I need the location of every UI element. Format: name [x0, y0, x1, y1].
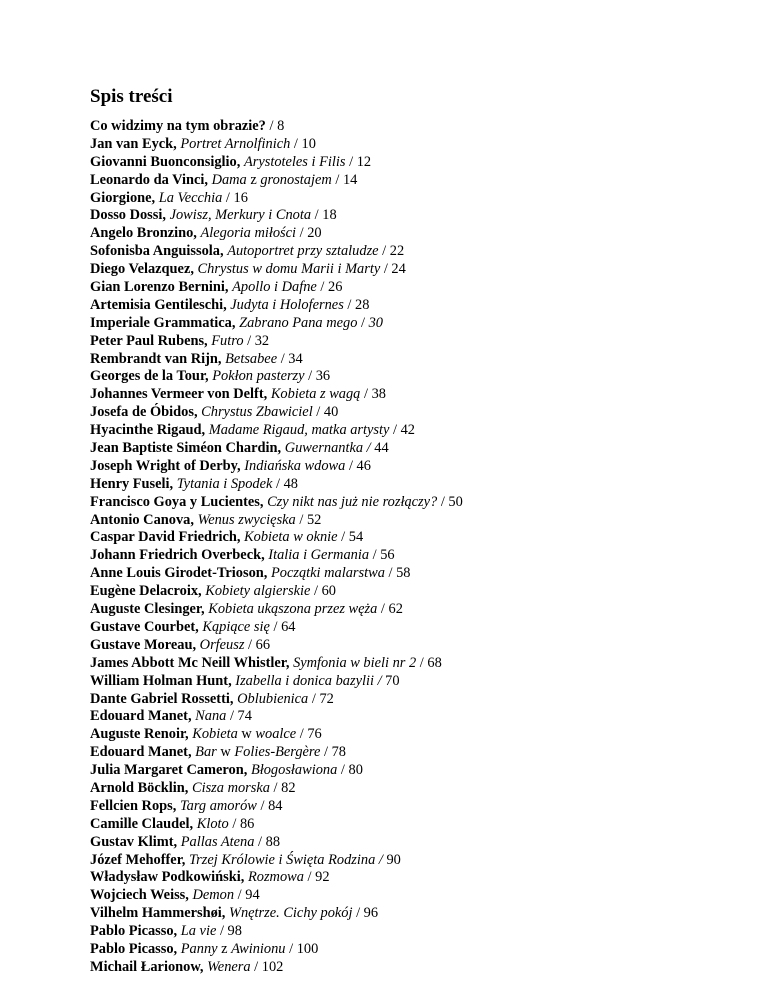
toc-entry-title: Zabrano Pana mego: [239, 314, 358, 331]
toc-entry-title: Orfeusz: [199, 636, 245, 653]
toc-entry-author: Anne Louis Girodet-Trioson,: [90, 565, 268, 582]
toc-entry-title: Cisza morska: [191, 779, 270, 796]
toc-entry-page: 90: [382, 851, 401, 868]
toc-entry-page: 44: [370, 440, 389, 457]
toc-entry-title: Guwernantka /: [284, 440, 371, 457]
toc-entry: [90, 834, 730, 852]
toc-entry: [90, 619, 730, 637]
toc-entry-author: Pablo Picasso,: [90, 923, 178, 940]
toc-entry-page: / 48: [272, 475, 298, 492]
toc-entry: [90, 887, 730, 905]
toc-entry-title: woalce: [255, 726, 297, 743]
toc-entry-title: La Vecchia: [158, 189, 223, 206]
toc-entry-page: / 46: [345, 457, 371, 474]
toc-entry-author: Johannes Vermeer von Delft,: [90, 386, 268, 403]
toc-entry-author: Angelo Bronzino,: [90, 225, 197, 242]
toc-entry-title: Folies-Bergère: [234, 744, 321, 761]
toc-entry-title: w: [216, 744, 235, 761]
toc-entry: [90, 207, 730, 225]
toc-entry-page: / 82: [269, 779, 296, 796]
toc-entry-title: Kobieta: [192, 726, 238, 743]
toc-entry: [90, 601, 730, 619]
page-title: Spis treści: [90, 86, 173, 107]
toc-entry-author: Sofonisba Anguissola,: [90, 243, 224, 260]
toc-entry: [90, 279, 730, 297]
toc-entry: [90, 583, 730, 601]
toc-entry-page: / 88: [254, 833, 281, 850]
toc-entry-page: / 40: [312, 404, 339, 421]
toc-entry-title: Apollo i Dafne: [232, 279, 317, 296]
toc-entry-title: Pallas Atena: [180, 833, 255, 850]
toc-entry-page: / 72: [308, 690, 334, 707]
toc-entry-author: Gustave Courbet,: [90, 618, 199, 635]
toc-entry-page: / 38: [360, 386, 386, 403]
toc-entry-author: Auguste Renoir,: [90, 726, 189, 743]
toc-entry-page: / 84: [256, 797, 283, 814]
toc-entry-title: Madame Rigaud, matka artysty: [208, 422, 390, 439]
toc-entry-page: / 100: [285, 940, 319, 957]
toc-entry-title: La vie: [180, 923, 217, 940]
table-of-contents: [90, 118, 730, 977]
toc-entry: [90, 404, 730, 422]
toc-entry: [90, 225, 730, 243]
toc-entry-author: Leonardo da Vinci,: [90, 171, 208, 188]
toc-entry-title: Futro: [211, 332, 244, 349]
toc-entry-author: Giorgione,: [90, 189, 156, 206]
toc-entry-author: Camille Claudel,: [90, 815, 194, 832]
toc-entry-author: Antonio Canova,: [90, 511, 194, 528]
toc-entry-author: Joseph Wright of Derby,: [90, 457, 241, 474]
toc-entry-page: / 28: [343, 296, 370, 313]
toc-entry-author: Giovanni Buonconsiglio,: [90, 153, 241, 170]
toc-entry: [90, 458, 730, 476]
toc-entry: [90, 547, 730, 565]
toc-entry-author: Francisco Goya y Lucientes,: [90, 493, 264, 510]
toc-entry-title: Kobieta w oknie: [244, 529, 338, 546]
toc-entry-title: Wnętrze. Cichy pokój: [228, 905, 353, 922]
toc-entry-title: gronostajem: [260, 171, 332, 188]
toc-entry-page: / 10: [290, 135, 316, 152]
toc-entry-title: Czy nikt nas już nie rozłączy?: [267, 493, 438, 510]
toc-entry: [90, 333, 730, 351]
toc-entry: [90, 351, 730, 369]
toc-entry-author: Władysław Podkowiński,: [90, 869, 245, 886]
toc-entry-page: / 86: [228, 815, 255, 832]
toc-entry-page: / 92: [303, 869, 330, 886]
toc-entry-page: / 20: [296, 225, 322, 242]
toc-entry-title: Kobieta ukąszona przez węża: [208, 601, 378, 618]
toc-entry-author: Hyacinthe Rigaud,: [90, 422, 206, 439]
toc-entry-page: / 58: [384, 565, 411, 582]
toc-entry-author: Józef Mehoffer,: [90, 851, 186, 868]
toc-entry-author: Edouard Manet,: [90, 708, 192, 725]
toc-entry-author: Artemisia Gentileschi,: [90, 296, 227, 313]
toc-entry-page: /: [357, 314, 369, 331]
toc-entry: [90, 243, 730, 261]
toc-entry-author: Gian Lorenzo Bernini,: [90, 279, 229, 296]
toc-entry-page: / 74: [226, 708, 252, 725]
toc-entry-page: / 94: [234, 887, 260, 904]
toc-entry-title: Pokłon pasterzy: [212, 368, 305, 385]
toc-entry-page: / 12: [345, 153, 372, 170]
toc-entry-author: Johann Friedrich Overbeck,: [90, 547, 265, 564]
toc-entry-title: Chrystus w domu Marii i Marty: [197, 261, 381, 278]
toc-entry: [90, 905, 730, 923]
toc-entry: [90, 816, 730, 834]
toc-entry-page: / 24: [380, 261, 406, 278]
toc-entry-title: Rozmowa: [247, 869, 304, 886]
toc-entry-title: z: [217, 940, 232, 957]
toc-entry: [90, 673, 730, 691]
toc-entry-page: / 52: [295, 511, 322, 528]
toc-entry-page: / 80: [337, 762, 363, 779]
toc-entry: [90, 959, 730, 977]
toc-entry-page-number: 30: [368, 314, 383, 331]
toc-entry-title: w: [237, 726, 256, 743]
toc-entry-title: Błogosławiona: [250, 762, 338, 779]
toc-entry-page: / 54: [337, 529, 364, 546]
toc-entry-title: Wenera: [207, 958, 251, 975]
toc-entry: [90, 691, 730, 709]
toc-entry-title: Wenus zwycięska: [197, 511, 296, 528]
toc-entry: [90, 315, 730, 333]
toc-entry-author: Diego Velazquez,: [90, 261, 194, 278]
toc-entry: [90, 494, 730, 512]
toc-entry-page: / 42: [389, 422, 415, 439]
toc-entry-page: / 68: [416, 654, 442, 671]
toc-entry: [90, 172, 730, 190]
toc-entry-title: Awinionu: [231, 940, 286, 957]
toc-entry-page: / 78: [320, 744, 346, 761]
toc-entry: [90, 762, 730, 780]
toc-entry: [90, 297, 730, 315]
toc-entry-author: Rembrandt van Rijn,: [90, 350, 222, 367]
toc-entry-author: Dosso Dossi,: [90, 207, 166, 224]
toc-entry-page: / 56: [369, 547, 395, 564]
toc-entry-title: Kobieta z wagą: [270, 386, 361, 403]
toc-entry-page: / 26: [316, 279, 343, 296]
toc-entry-title: Panny: [180, 940, 218, 957]
toc-entry: [90, 154, 730, 172]
toc-entry-title: Judyta i Holofernes: [230, 296, 344, 313]
toc-entry-page: / 96: [352, 905, 379, 922]
toc-entry: [90, 529, 730, 547]
toc-entry-page: / 98: [216, 923, 242, 940]
toc-entry-page: / 32: [243, 332, 270, 349]
toc-entry: [90, 422, 730, 440]
toc-entry: [90, 655, 730, 673]
toc-entry-author: Fellcien Rops,: [90, 797, 177, 814]
toc-entry-author: Jean Baptiste Siméon Chardin,: [90, 440, 282, 457]
toc-entry-page: / 60: [310, 583, 336, 600]
toc-entry: [90, 512, 730, 530]
toc-entry-title: Chrystus Zbawiciel: [201, 404, 313, 421]
toc-entry: [90, 852, 730, 870]
toc-entry: [90, 923, 730, 941]
toc-entry-title: Arystoteles i Filis: [243, 153, 346, 170]
toc-entry-page: 70: [381, 672, 400, 689]
toc-entry-page: / 36: [304, 368, 331, 385]
toc-entry: [90, 136, 730, 154]
toc-entry: [90, 118, 730, 136]
toc-entry-title: Indiańska wdowa: [244, 457, 346, 474]
toc-entry: [90, 708, 730, 726]
toc-entry-author: Georges de la Tour,: [90, 368, 209, 385]
toc-entry-title: Oblubienica: [237, 690, 309, 707]
toc-entry-page: / 50: [437, 493, 463, 510]
toc-entry: [90, 476, 730, 494]
toc-entry-page: / 62: [377, 601, 403, 618]
toc-entry-title: Italia i Germania: [268, 547, 370, 564]
toc-entry: [90, 798, 730, 816]
toc-entry: [90, 637, 730, 655]
toc-entry-author: Eugène Delacroix,: [90, 583, 202, 600]
toc-entry-author: Henry Fuseli,: [90, 475, 174, 492]
toc-entry-author: Pablo Picasso,: [90, 940, 178, 957]
toc-entry-page: / 16: [222, 189, 248, 206]
toc-entry-title: Demon: [192, 887, 235, 904]
toc-entry: [90, 368, 730, 386]
toc-entry-author: Co widzimy na tym obrazie?: [90, 118, 266, 134]
toc-entry-author: Michail Łarionow,: [90, 958, 204, 975]
toc-entry-page: / 18: [311, 207, 337, 224]
toc-entry-title: Izabella i donica bazylii /: [235, 672, 382, 689]
toc-entry-page: / 8: [269, 118, 285, 134]
toc-entry-author: Josefa de Óbidos,: [90, 404, 198, 421]
toc-entry-page: / 64: [269, 618, 296, 635]
toc-entry-title: Portret Arnolfinich: [180, 135, 291, 152]
toc-entry: [90, 190, 730, 208]
toc-entry-title: Targ amorów: [179, 797, 257, 814]
toc-entry-title: Alegoria miłości: [200, 225, 297, 242]
toc-entry: [90, 440, 730, 458]
toc-entry-page: / 76: [296, 726, 322, 743]
toc-entry-author: Dante Gabriel Rossetti,: [90, 690, 234, 707]
toc-entry-author: Julia Margaret Cameron,: [90, 762, 248, 779]
toc-entry: [90, 941, 730, 959]
toc-entry-title: Kąpiące się: [202, 618, 270, 635]
toc-entry: [90, 261, 730, 279]
toc-entry-title: Autoportret przy sztaludze: [227, 243, 379, 260]
toc-entry-author: Vilhelm Hammershøi,: [90, 905, 226, 922]
toc-entry-author: Gustave Moreau,: [90, 636, 197, 653]
toc-entry-title: Bar: [195, 744, 217, 761]
toc-entry-author: Imperiale Grammatica,: [90, 314, 236, 331]
toc-entry-author: Edouard Manet,: [90, 744, 192, 761]
toc-entry: [90, 744, 730, 762]
toc-entry-author: James Abbott Mc Neill Whistler,: [90, 654, 290, 671]
toc-entry-author: Gustav Klimt,: [90, 833, 178, 850]
toc-entry-title: Betsabee: [225, 350, 278, 367]
toc-entry: [90, 726, 730, 744]
toc-entry-page: / 22: [378, 243, 405, 260]
toc-entry-title: Tytania i Spodek: [176, 475, 273, 492]
toc-entry-author: Wojciech Weiss,: [90, 887, 189, 904]
toc-entry-author: Caspar David Friedrich,: [90, 529, 241, 546]
toc-entry-author: Jan van Eyck,: [90, 135, 177, 152]
toc-entry-title: z: [246, 171, 261, 188]
toc-entry: [90, 386, 730, 404]
toc-entry-page: / 34: [277, 350, 303, 367]
toc-entry-author: Peter Paul Rubens,: [90, 332, 208, 349]
toc-entry-author: William Holman Hunt,: [90, 672, 232, 689]
toc-entry-title: Trzej Królowie i Święta Rodzina /: [188, 851, 383, 868]
toc-entry-page: / 14: [331, 171, 358, 188]
toc-entry-page: / 102: [250, 958, 284, 975]
toc-entry-page: / 66: [244, 636, 271, 653]
toc-entry: [90, 780, 730, 798]
toc-entry-author: Arnold Böcklin,: [90, 779, 189, 796]
toc-entry-title: Kloto: [196, 815, 229, 832]
toc-entry-title: Kobiety algierskie: [205, 583, 311, 600]
toc-entry-title: Początki malarstwa: [270, 565, 385, 582]
toc-entry-title: Symfonia w bieli nr 2: [293, 654, 417, 671]
toc-entry: [90, 869, 730, 887]
toc-entry-author: Auguste Clesinger,: [90, 601, 205, 618]
toc-entry-title: Dama: [211, 171, 247, 188]
toc-entry: [90, 565, 730, 583]
toc-entry-title: Nana: [195, 708, 227, 725]
toc-entry-title: Jowisz, Merkury i Cnota: [169, 207, 312, 224]
